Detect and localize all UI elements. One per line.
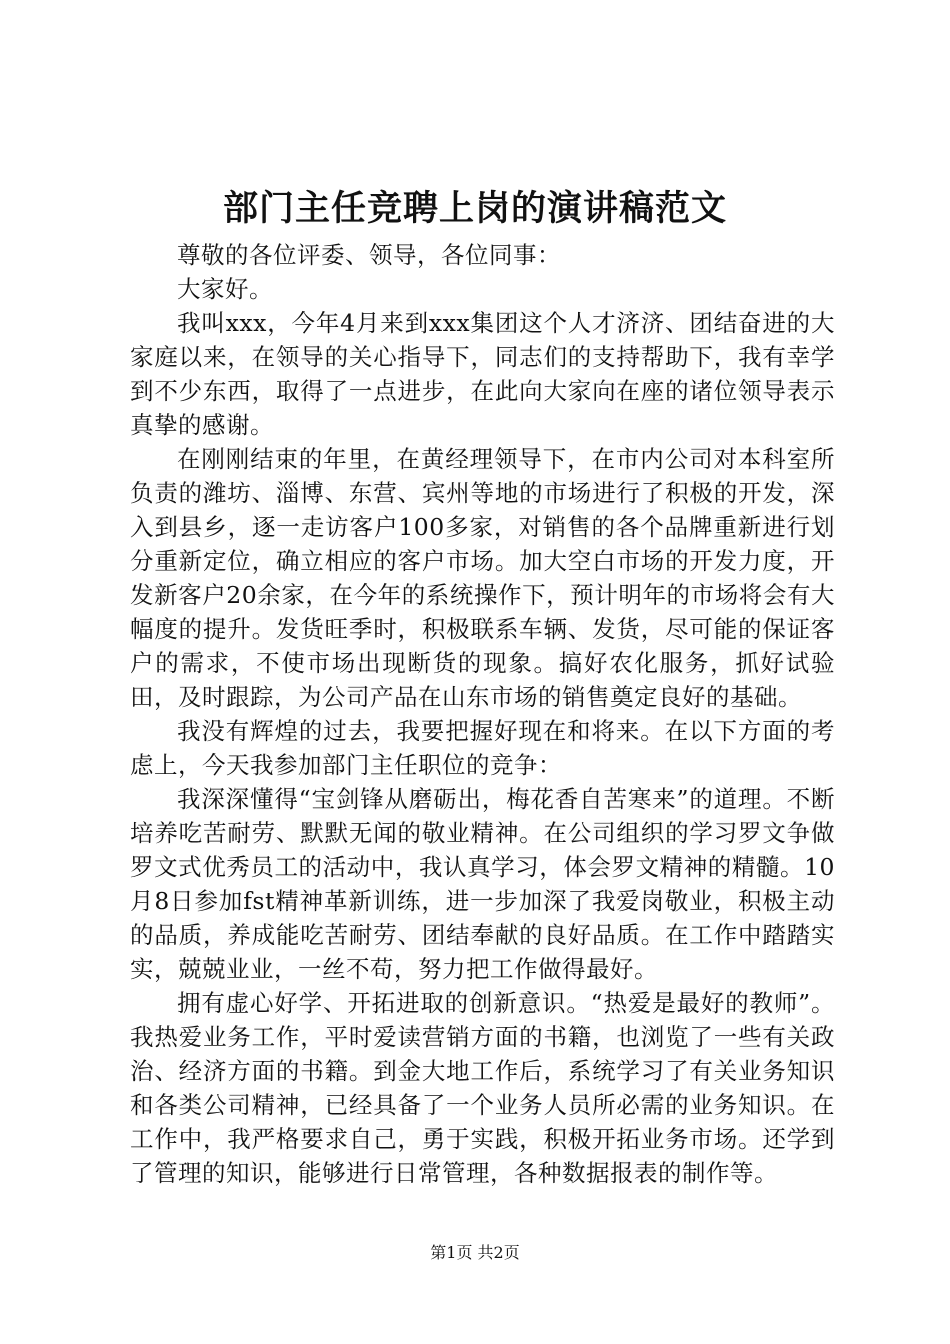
document-body	[130, 238, 835, 1190]
paragraph-salutation: 尊敬的各位评委、领导，各位同事：	[177, 241, 561, 269]
paragraph-achievements: 在刚刚结束的年里，在黄经理领导下，在市内公司对本科室所负责的潍坊、淄博、东营、宾州等地的市场进行了积极的开发，深入到县乡，逐一走访客户100多家，对销售的各个品牌重新进行划分重新定位，确立相应的客户市场。加大空白市场的开发力度，开发新客户20余家，在今年的系统操作下，预计明年的市场将会有大幅度的提升。发货旺季时，积极联系车辆、发货，尽可能的保证客户的需求，不使市场出现断货的现象。搞好农化服务，抓好试验田，及时跟踪，为公司产品在山东市场的销售奠定良好的基础。	[130, 445, 835, 711]
paragraph-motivation: 我没有辉煌的过去，我要把握好现在和将来。在以下方面的考虑上，今天我参加部门主任职位的竞争：	[130, 717, 835, 779]
document-title: 部门主任竞聘上岗的演讲稿范文	[222, 188, 727, 229]
paragraph-greeting: 大家好。	[177, 275, 273, 303]
paragraph-introduction: 我叫xxx，今年4月来到xxx集团这个人才济济、团结奋进的大家庭以来，在领导的关心指导下，同志们的支持帮助下，我有幸学到不少东西，取得了一点进步，在此向大家向在座的诸位领导表示真挚的感谢。	[130, 309, 835, 439]
page-number-footer: 第1页 共2页	[430, 1243, 520, 1262]
paragraph-learning: 拥有虚心好学、开拓进取的创新意识。“热爱是最好的教师”。我热爱业务工作，平时爱读营销方面的书籍，也浏览了一些有关政治、经济方面的书籍。到金大地工作后，系统学习了有关业务知识和各类公司精神，已经具备了一个业务人员所必需的业务知识。在工作中，我严格要求自己，勇于实践，积极开拓业务市场。还学到了管理的知识，能够进行日常管理，各种数据报表的制作等。	[130, 989, 835, 1187]
paragraph-dedication: 我深深懂得“宝剑锋从磨砺出，梅花香自苦寒来”的道理。不断培养吃苦耐劳、默默无闻的敬业精神。在公司组织的学习罗文争做罗文式优秀员工的活动中，我认真学习，体会罗文精神的精髓。10月8日参加fst精神革新训练，进一步加深了我爱岗敬业，积极主动的品质，养成能吃苦耐劳、团结奉献的良好品质。在工作中踏踏实实，兢兢业业，一丝不苟，努力把工作做得最好。	[130, 785, 835, 983]
